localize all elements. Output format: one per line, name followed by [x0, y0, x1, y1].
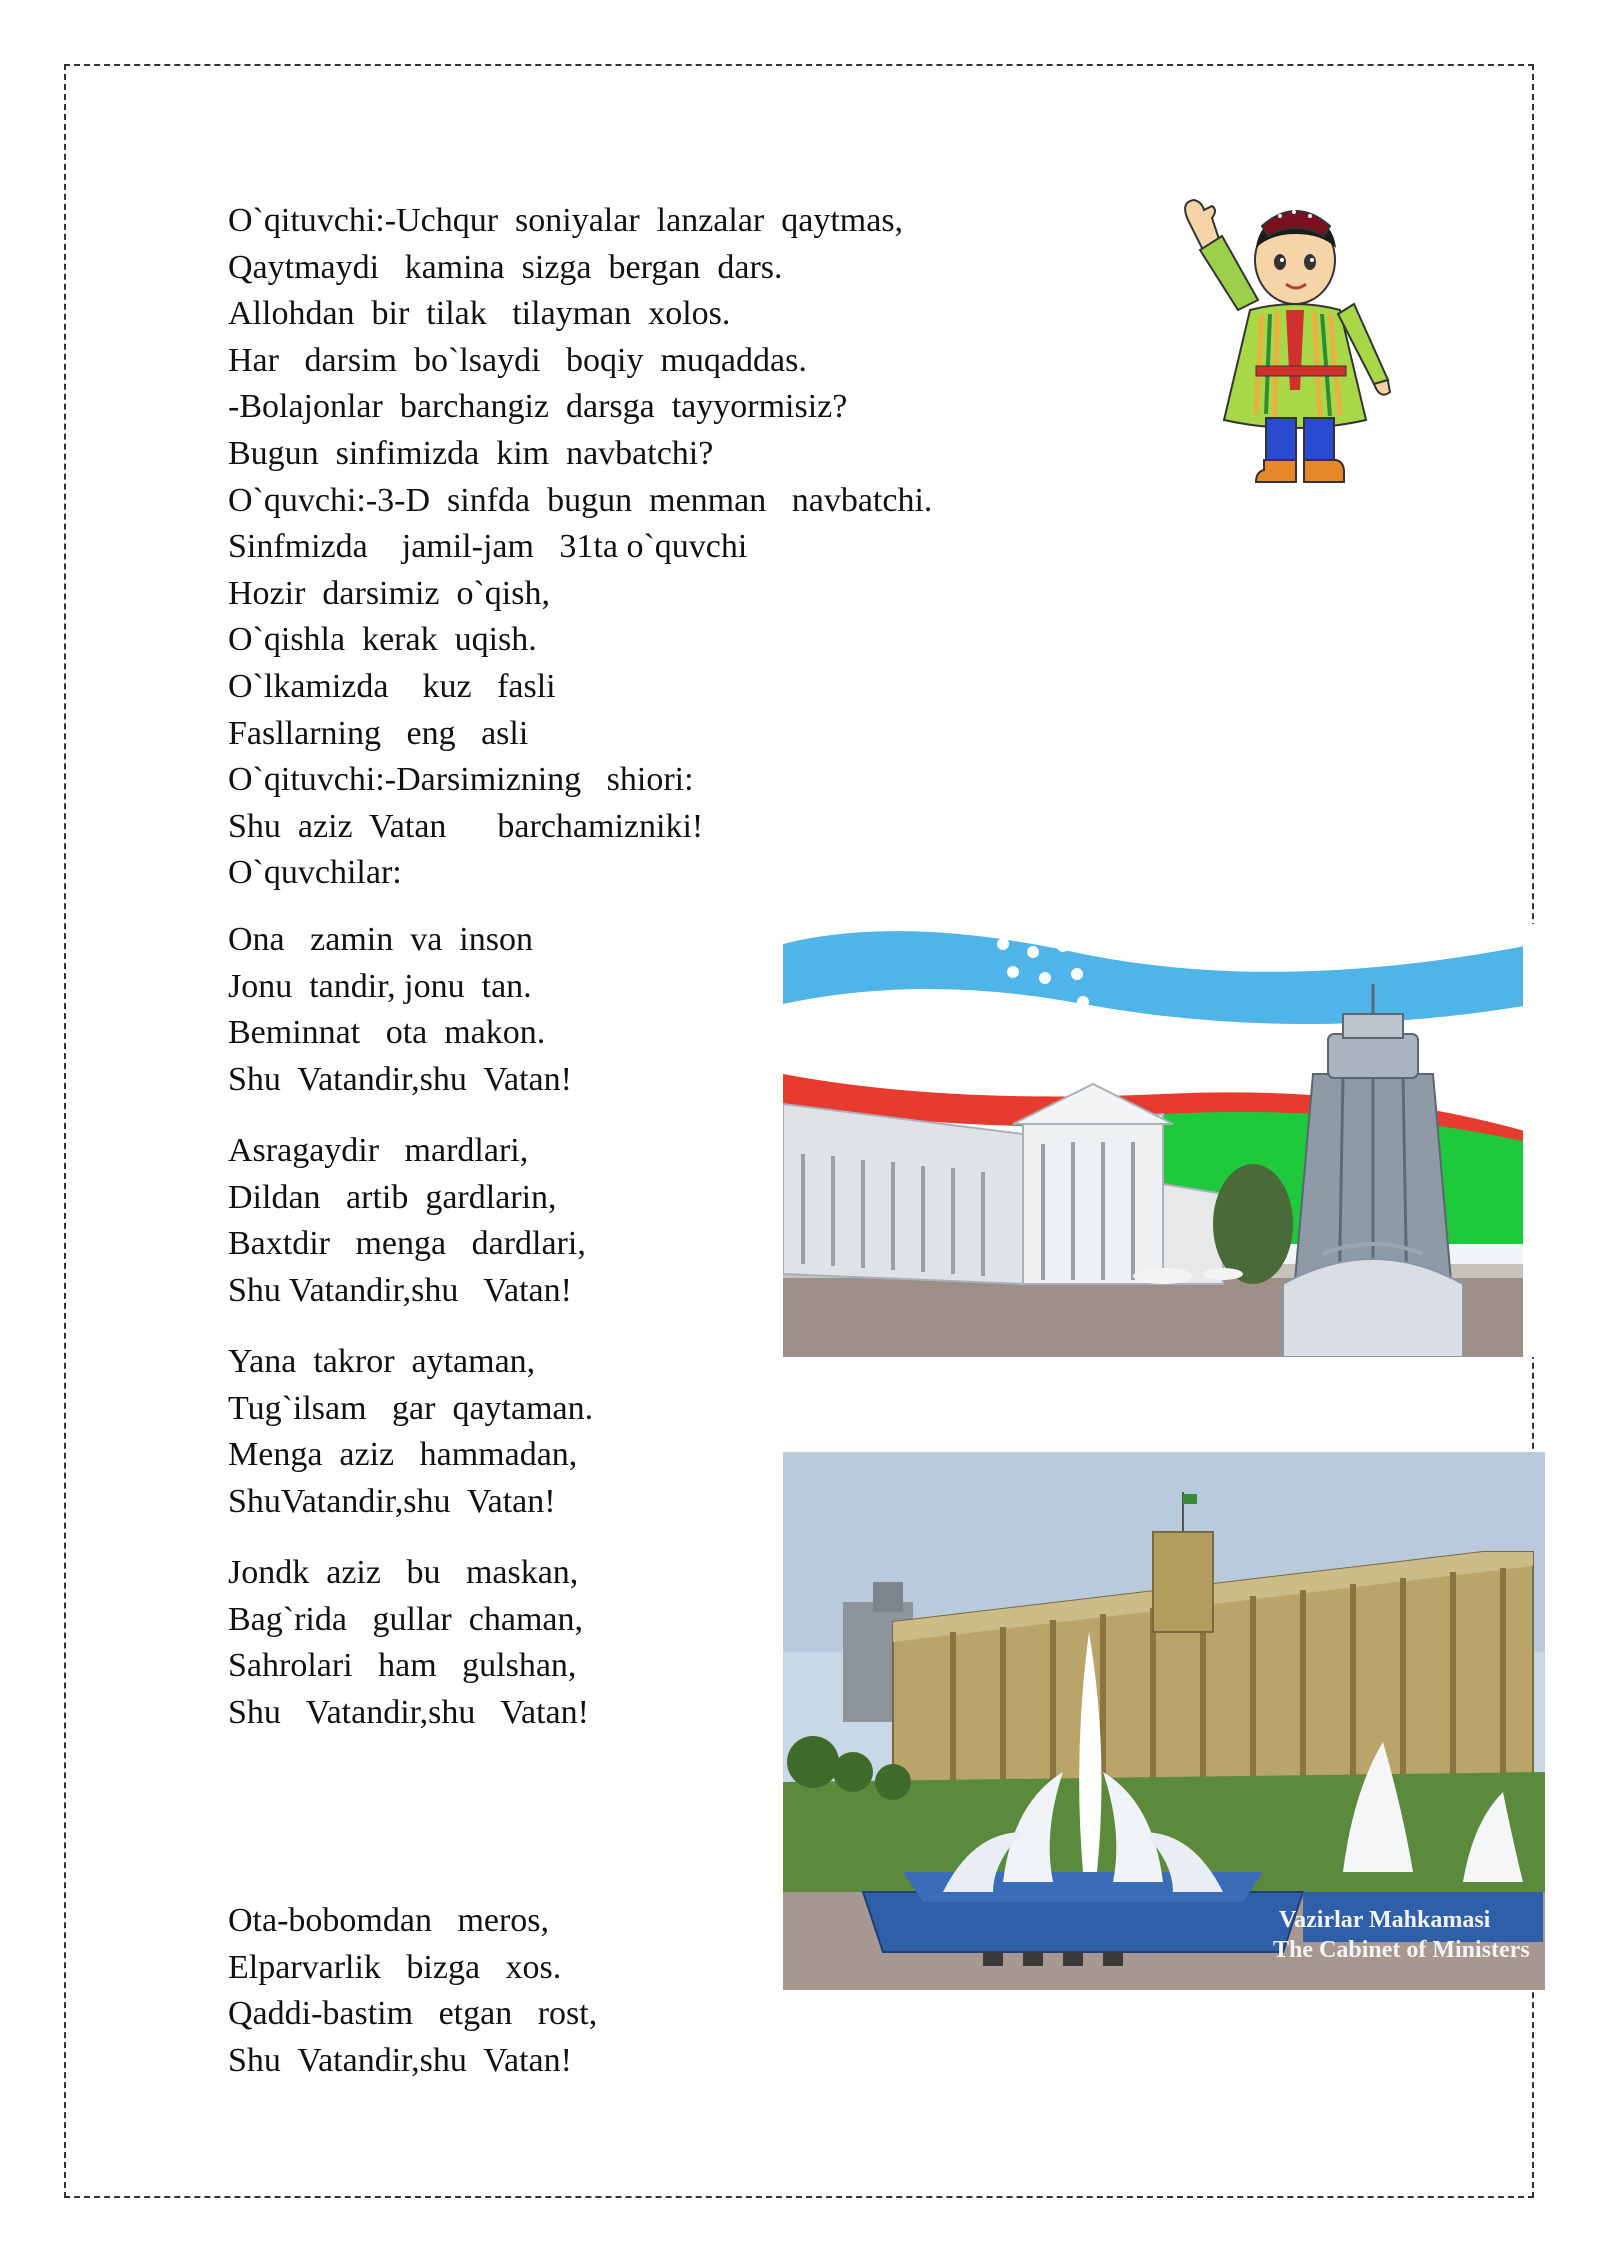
poem-line: Baxtdir menga dardlari, — [228, 1225, 586, 1263]
intro-line: O`qituvchi:-Darsimizning shiori: — [228, 761, 694, 799]
intro-line: O`qituvchi:-Uchqur soniyalar lanzalar qaytmas, — [228, 202, 904, 239]
intro-line: Allohdan bir tilak tilayman xolos. — [228, 295, 731, 333]
poem-line: Dildan artib gardlarin, — [228, 1178, 557, 1216]
poem-line: Tug`ilsam gar qaytaman. — [228, 1389, 594, 1427]
poem-line: Asragaydir mardlari, — [228, 1132, 529, 1169]
poem-line: Beminnat ota makon. — [228, 1014, 546, 1052]
poem-line: Ona zamin va inson — [228, 921, 533, 958]
poem-line: Shu Vatandir,shu Vatan! — [228, 1271, 572, 1309]
intro-line: O`quvchilar: — [228, 854, 402, 892]
intro-line: O`quvchi:-3-D sinfda bugun menman navbatchi. — [228, 481, 933, 519]
intro-line: Shu aziz Vatan barchamizniki! — [228, 807, 704, 845]
cabinet-of-ministers-image — [783, 1452, 1545, 1990]
poem-line: Elparvarlik bizga xos. — [228, 1948, 562, 1986]
intro-line: Fasllarning eng asli — [228, 714, 529, 752]
image-caption-line2: The Cabinet of Ministers — [1273, 1937, 1530, 1963]
poem-line: Jondk aziz bu maskan, — [228, 1554, 579, 1591]
intro-line: Har darsim bo`lsaydi boqiy muqaddas. — [228, 341, 807, 379]
intro-line: Bugun sinfimizda kim navbatchi? — [228, 434, 714, 472]
poem-line: Menga aziz hammadan, — [228, 1436, 578, 1474]
intro-line: Qaytmaydi kamina sizga bergan dars. — [228, 248, 783, 286]
poem-line: Qaddi-bastim etgan rost, — [228, 1995, 598, 2033]
boy-illustration — [1170, 190, 1430, 490]
poem-line: Shu Vatandir,shu Vatan! — [228, 1060, 572, 1098]
poem-line: Shu Vatandir,shu Vatan! — [228, 1693, 589, 1731]
poem-line: Ota-bobomdan meros, — [228, 1902, 550, 1939]
intro-line: Sinfmizda jamil-jam 31ta o`quvchi — [228, 528, 748, 566]
intro-line: -Bolajonlar barchangiz darsga tayyormisiz? — [228, 388, 848, 426]
poem-line: Yana takror aytaman, — [228, 1343, 536, 1380]
parliament-buildings-image — [783, 924, 1535, 1357]
poem-line: Sahrolari ham gulshan, — [228, 1647, 577, 1685]
poem-line: ShuVatandir,shu Vatan! — [228, 1482, 556, 1520]
poem-stanza-2 — [228, 1128, 788, 1314]
intro-line: Hozir darsimiz o`qish, — [228, 574, 550, 612]
intro-text — [228, 198, 1128, 897]
poem-stanza-4 — [228, 1550, 788, 1736]
intro-line: O`lkamizda kuz fasli — [228, 667, 556, 705]
poem-stanza-5 — [228, 1898, 788, 2084]
poem-line: Jonu tandir, jonu tan. — [228, 967, 532, 1005]
poem-line: Shu Vatandir,shu Vatan! — [228, 2041, 572, 2079]
poem-stanza-3 — [228, 1339, 788, 1525]
image-caption-line1: Vazirlar Mahkamasi — [1279, 1907, 1491, 1933]
poem-line: Bag`rida gullar chaman, — [228, 1600, 583, 1638]
intro-line: O`qishla kerak uqish. — [228, 621, 537, 659]
poem-stanza-1 — [228, 917, 788, 1103]
